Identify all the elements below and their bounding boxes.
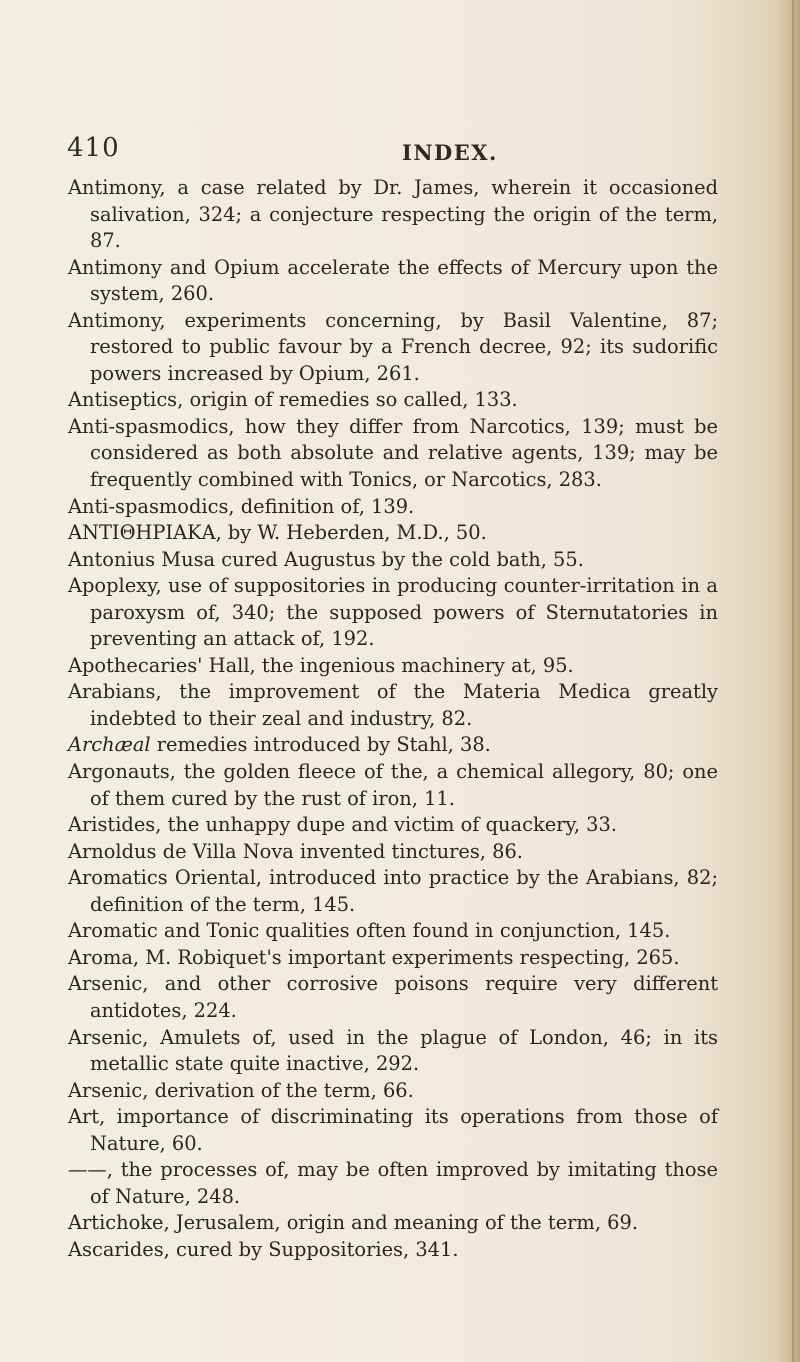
index-entry	[68, 732, 718, 759]
index-entry	[68, 918, 718, 945]
index-entry	[68, 1078, 718, 1105]
entry-text: Arsenic, and other corrosive poisons require very different antidotes, 224.	[68, 972, 718, 1022]
index-entry	[68, 494, 718, 521]
entry-text: Antonius Musa cured Augustus by the cold bath, 55.	[68, 547, 584, 571]
index-entry	[68, 255, 718, 308]
entry-text: Arnoldus de Villa Nova invented tinctures, 86.	[68, 839, 523, 863]
index-entry	[68, 945, 718, 972]
entry-text: Arsenic, derivation of the term, 66.	[68, 1078, 414, 1102]
entry-text: Art, importance of discriminating its operations from those of Nature, 60.	[68, 1105, 718, 1155]
entry-text: Apoplexy, use of suppositories in producing counter-irritation in a paroxysm of, 340; the supposed powers of Sternutatories in preventing an attack of, 192.	[68, 574, 718, 651]
entry-text: Aroma, M. Robiquet's important experiments respecting, 265.	[68, 945, 680, 969]
index-entry	[68, 971, 718, 1024]
index-entry	[68, 175, 718, 255]
index-entry	[68, 520, 718, 547]
index-entry	[68, 414, 718, 494]
entry-text: Apothecaries' Hall, the ingenious machinery at, 95.	[68, 653, 574, 677]
index-entry	[68, 1210, 718, 1237]
entry-text: Anti-spasmodics, how they differ from Narcotics, 139; must be considered as both absolute and relative agents, 139; may be frequently combined with Tonics, or Narcotics, 283.	[68, 414, 718, 492]
index-entry	[68, 653, 718, 680]
entry-italic-term: Archæal	[68, 733, 151, 757]
index-entry	[68, 679, 718, 732]
entry-text: ——, the processes of, may be often improved by imitating those of Nature, 248.	[68, 1158, 718, 1208]
entry-text: remedies introduced by Stahl, 38.	[150, 733, 491, 757]
entry-text: Aromatics Oriental, introduced into practice by the Arabians, 82; definition of the term, 145.	[68, 866, 718, 916]
index-entries	[68, 175, 718, 1263]
entry-text: Antimony and Opium accelerate the effects of Mercury upon the system, 260.	[68, 255, 718, 306]
running-head: INDEX.	[402, 140, 498, 165]
entry-text: Argonauts, the golden fleece of the, a chemical allegory, 80; one of them cured by the rust of iron, 11.	[68, 760, 718, 810]
entry-text: Antimony, a case related by Dr. James, wherein it occasioned salivation, 324; a conjecture respecting the origin of the term, 87.	[68, 176, 718, 253]
entry-text: Ascarides, cured by Suppositories, 341.	[68, 1237, 459, 1261]
entry-text: Arabians, the improvement of the Materia Medica greatly indebted to their zeal and industry, 82.	[68, 680, 718, 730]
page-edge-line	[792, 0, 794, 1362]
index-entry	[68, 1104, 718, 1157]
entry-text: Aromatic and Tonic qualities often found in conjunction, 145.	[68, 919, 671, 943]
entry-text: Arsenic, Amulets of, used in the plague of London, 46; in its metallic state quite inactive, 292.	[68, 1025, 718, 1076]
entry-text: Antiseptics, origin of remedies so called, 133.	[68, 388, 518, 412]
index-entry	[68, 839, 718, 866]
entry-text: Aristides, the unhappy dupe and victim of quackery, 33.	[68, 813, 617, 837]
entry-text: Anti-spasmodics, definition of, 139.	[68, 494, 415, 518]
entry-text: ΑΝΤΙΘΗΡΙΑΚΑ, by W. Heberden, M.D., 50.	[68, 521, 487, 545]
index-entry	[68, 1157, 718, 1210]
index-entry	[68, 1025, 718, 1078]
entry-text: Artichoke, Jerusalem, origin and meaning of the term, 69.	[68, 1211, 638, 1235]
index-entry	[68, 308, 718, 388]
index-entry	[68, 1237, 718, 1264]
page-edge-shadow	[778, 0, 800, 1362]
index-entry	[68, 387, 718, 414]
entry-text: Antimony, experiments concerning, by Basil Valentine, 87; restored to public favour by a French decree, 92; its sudorific powers increased by Opium, 261.	[68, 308, 718, 385]
index-entry	[68, 812, 718, 839]
index-entry	[68, 759, 718, 812]
index-entry	[68, 573, 718, 653]
page-number: 410	[67, 133, 120, 163]
index-entry	[68, 865, 718, 918]
index-entry	[68, 547, 718, 574]
